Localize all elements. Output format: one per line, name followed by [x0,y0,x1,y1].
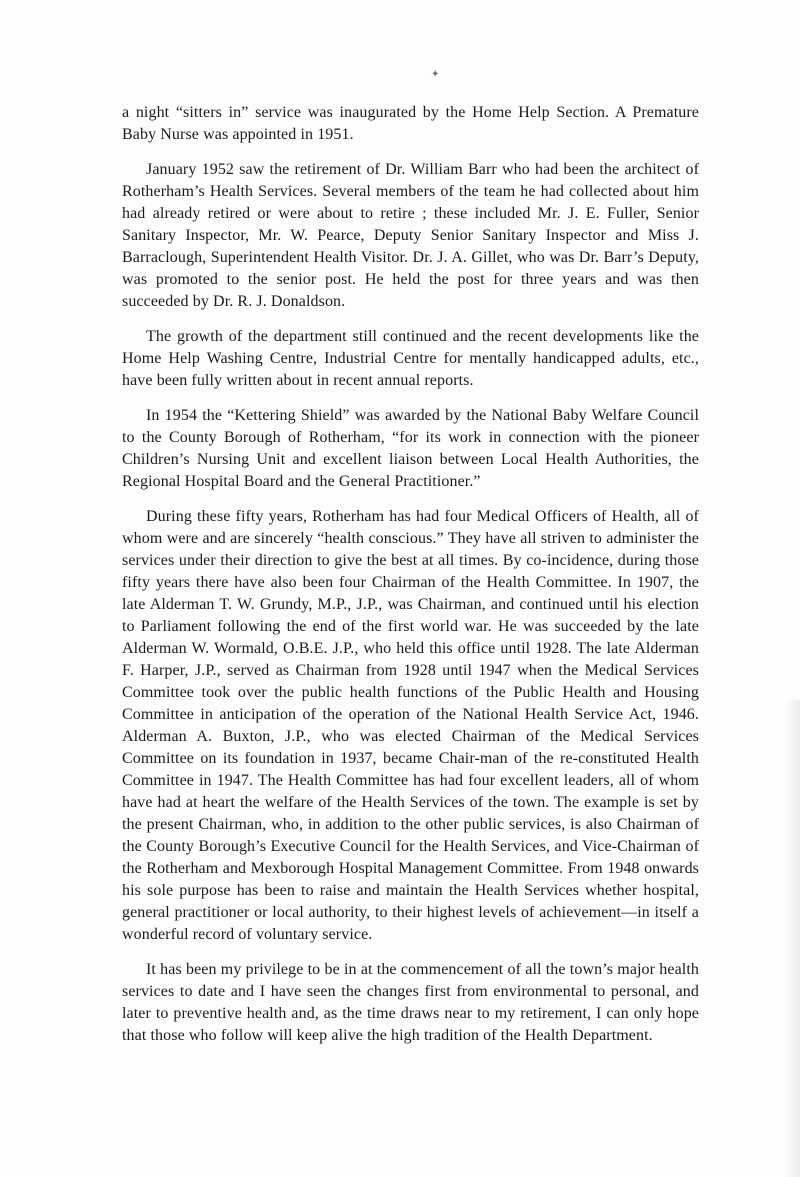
paragraph-kettering-shield: In 1954 the “Kettering Shield” was awarded by the National Baby Welfare Council to the County Borough of Rotherham, “for its work in connection with the pioneer Children’s Nursing Unit and excellent liaison between Local Health Authorities, the Regional Hospital Board and the General Practitioner.” [122,407,699,490]
paragraph-continuation: a night “sitters in” service was inaugurated by the Home Help Section. A Premature Baby Nurse was appointed in 1951. [122,104,699,143]
paragraph-department-growth: The growth of the department still continued and the recent developments like the Home Help Washing Centre, Industrial Centre for mentally handicapped adults, etc., have been fully written about in recent annual reports. [122,328,699,389]
paragraph-fifty-years: During these fifty years, Rotherham has had four Medical Officers of Health, all of whom were and are sincerely “health conscious.” They have all striven to administer the services under their direction to give the best at all times. By co-incidence, during those fifty years there have also been four Chairman of the Health Committee. In 1907, the late Alderman T. W. Grundy, M.P., J.P., was Chairman, and continued until his election to Parliament following the end of the first world war. He was succeeded by the late Alderman W. Wormald, O.B.E. J.P., who held this office until 1928. The late Alderman F. Harper, J.P., served as Chairman from 1928 until 1947 when the Medical Services Committee took over the public health functions of the Public Health and Housing Committee in anticipation of the operation of the National Health Service Act, 1946. Alderman A. Buxton, J.P., who was elected Chairman of the Medical Services Committee on its foundation in 1937, became Chair-man of the re-constituted Health Committee in 1947. The Health Committee has had four excellent leaders, all of whom have had at heart the welfare of the Health Services of the town. The example is set by the present Chairman, who, in addition to the other public services, is also Chairman of the County Borough’s Executive Council for the Health Services, and Vice-Chairman of the Rotherham and Mexborough Hospital Management Committee. From 1948 onwards his sole purpose has been to raise and maintain the Health Services whether hospital, general practitioner or local authority, to their highest levels of achievement—in itself a wonderful record of voluntary service. [122,508,699,943]
body-text [122,102,699,1060]
paragraph-barr-retirement: January 1952 saw the retirement of Dr. William Barr who had been the architect of Rotherham’s Health Services. Several members of the team he had collected about him had already retired or were about to retire ; these included Mr. J. E. Fuller, Senior Sanitary Inspector, Mr. W. Pearce, Deputy Senior Sanitary Inspector and Miss J. Barraclough, Superintendent Health Visitor. Dr. J. A. Gillet, who was Dr. Barr’s Deputy, was promoted to the senior post. He held the post for three years and was then succeeded by Dr. R. J. Donaldson. [122,161,699,310]
paragraph-closing: It has been my privilege to be in at the commencement of all the town’s major health services to date and I have seen the changes first from environmental to personal, and later to preventive health and, as the time draws near to my retirement, I can only hope that those who follow will keep alive the high tradition of the Health Department. [122,961,699,1044]
page-edge-shadow [786,700,800,1177]
stray-ink-mark: ✦ [431,69,440,80]
